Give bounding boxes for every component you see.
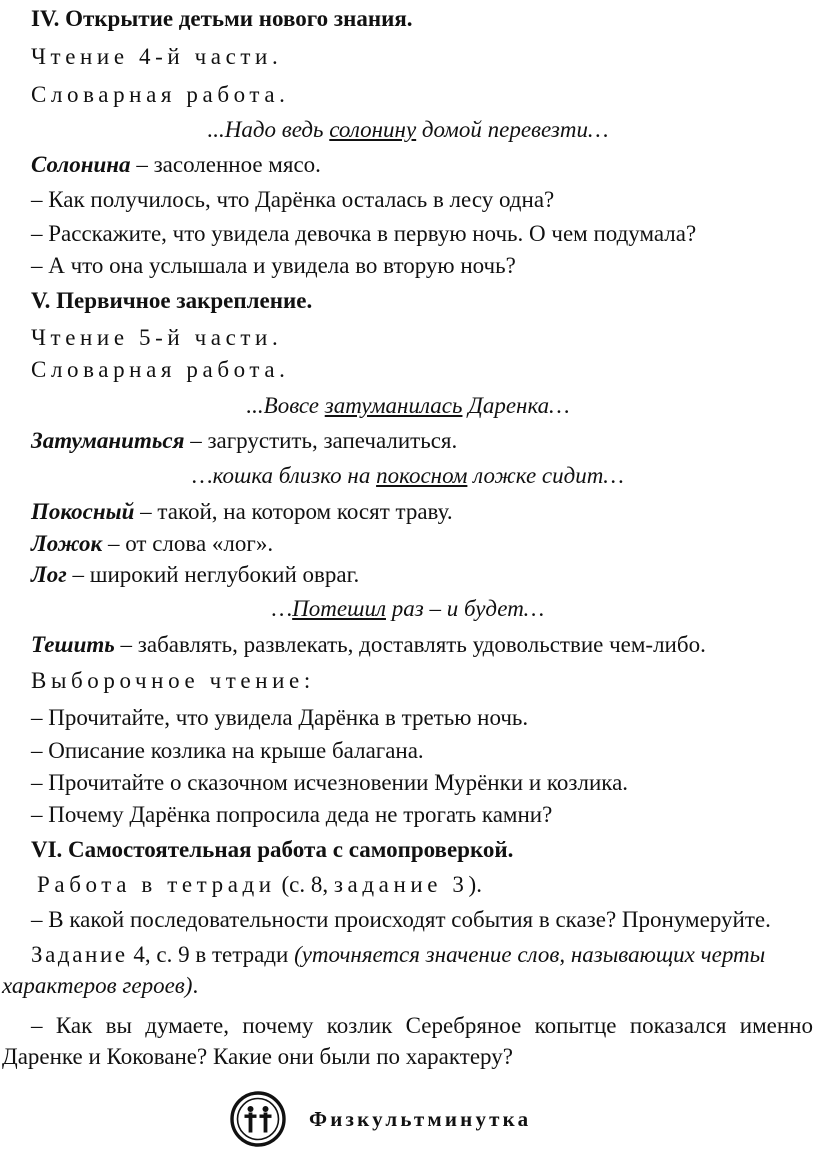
- quote-text: раз – и будет…: [386, 596, 545, 621]
- task-label: Задание: [31, 942, 128, 967]
- task-label: Работа в тетради: [37, 872, 276, 897]
- vocabulary-definition: [31, 151, 321, 179]
- question-item: – Прочитайте, что увидела Дарёнка в третью ночь.: [31, 705, 529, 730]
- vocabulary-term: Затуманиться: [31, 428, 185, 453]
- vocabulary-term: Тешить: [31, 632, 115, 657]
- quote-text: ...Надо ведь: [207, 117, 330, 142]
- quote-keyword: затуманилась: [324, 393, 463, 418]
- question-item-continued: Даренке и Коковане? Какие они были по характеру?: [2, 1044, 513, 1069]
- text-quote: [0, 462, 816, 490]
- quote-text: …: [271, 596, 293, 621]
- task-text: .: [192, 973, 199, 998]
- workbook-task: [37, 871, 482, 899]
- quote-keyword: солонину: [329, 117, 417, 142]
- quote-text: домой перевезти…: [416, 117, 609, 142]
- section-heading-iv: IV. Открытие детьми нового знания.: [31, 6, 413, 31]
- quote-text: …кошка близко на: [192, 463, 377, 488]
- vocabulary-definition: [31, 631, 706, 659]
- vocabulary-term: Солонина: [31, 152, 131, 177]
- vocabulary-definition: [31, 498, 453, 526]
- reading-part-5: Чтение 5-й части.: [31, 325, 283, 350]
- definition-text: – такой, на котором косят траву.: [134, 499, 453, 524]
- task-text: (с. 8,: [275, 872, 334, 897]
- quote-text: Даренка…: [462, 393, 570, 418]
- quote-text: ...Вовсе: [246, 393, 325, 418]
- vocabulary-definition: [31, 427, 457, 455]
- question-item: – Описание козлика на крыше балагана.: [31, 738, 424, 763]
- task-text: ).: [468, 872, 482, 897]
- definition-text: – от слова «лог».: [102, 531, 274, 556]
- question-item: – Расскажите, что увидела девочка в первую ночь. О чем подумала?: [31, 221, 697, 246]
- section-heading-v: V. Первичное закрепление.: [31, 288, 313, 313]
- vocabulary-term: Ложок: [31, 531, 103, 556]
- text-quote: [0, 595, 816, 623]
- vocabulary-definition: [31, 561, 359, 589]
- definition-text: – широкий неглубокий овраг.: [66, 562, 360, 587]
- physical-break-label: Физкультминутка: [309, 1106, 532, 1131]
- question-item: – Как получилось, что Дарёнка осталась в лесу одна?: [31, 187, 555, 212]
- workbook-task-continued: [2, 972, 198, 1000]
- text-quote: [0, 392, 816, 420]
- quote-keyword: Потешил: [292, 596, 386, 621]
- definition-text: – засоленное мясо.: [130, 152, 321, 177]
- task-label: задание 3: [333, 872, 469, 897]
- reading-part-4: Чтение 4-й части.: [31, 44, 283, 69]
- section-heading-vi: VI. Самостоятельная работа с самопроверкой.: [31, 837, 514, 862]
- quote-keyword: покосном: [376, 463, 468, 488]
- physical-break-footer: [229, 1088, 531, 1150]
- selective-reading-label: Выборочное чтение:: [31, 668, 315, 693]
- quote-text: ложке сидит…: [467, 463, 624, 488]
- text-quote: [0, 116, 816, 144]
- definition-text: – загрустить, запечалиться.: [184, 428, 458, 453]
- vocabulary-work-label: Словарная работа.: [31, 357, 290, 382]
- question-item: – А что она услышала и увидела во вторую ночь?: [31, 253, 516, 278]
- vocabulary-term: Покосный: [31, 499, 135, 524]
- vocabulary-definition: [31, 530, 273, 558]
- vocabulary-term: Лог: [31, 562, 67, 587]
- vocabulary-work-label: Словарная работа.: [31, 82, 290, 107]
- task-text: 4, с. 9 в тетради: [127, 942, 295, 967]
- figures-emblem-icon: [229, 1090, 287, 1148]
- workbook-task: [31, 941, 765, 969]
- definition-text: – забавлять, развлекать, доставлять удовольствие чем-либо.: [114, 632, 706, 657]
- question-item: – Прочитайте о сказочном исчезновении Мурёнки и козлика.: [31, 770, 629, 795]
- task-note: характеров героев): [2, 973, 193, 998]
- task-note: (уточняется значение слов, называющих черты: [294, 942, 766, 967]
- question-item: – Как вы думаете, почему козлик Серебряное копытце показался именно: [31, 1013, 813, 1038]
- question-item: – Почему Дарёнка попросила деда не трогать камни?: [31, 802, 553, 827]
- question-item: – В какой последовательности происходят события в сказе? Пронумеруйте.: [31, 907, 771, 932]
